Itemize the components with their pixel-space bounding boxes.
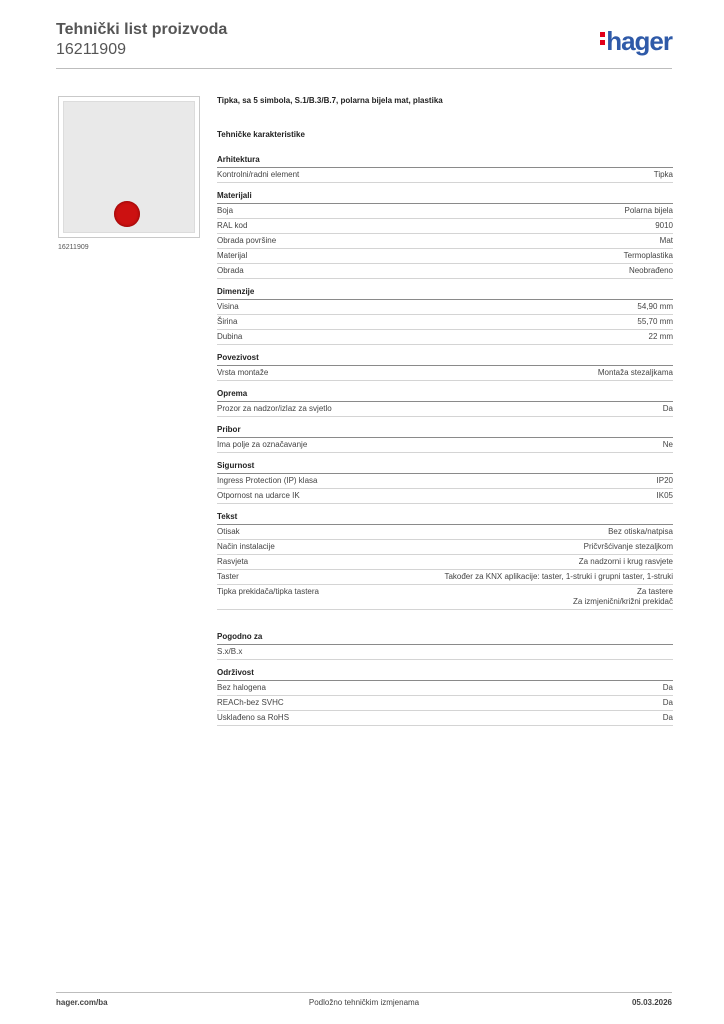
spec-value <box>598 368 673 378</box>
hager-logo <box>600 26 672 57</box>
spec-value <box>637 302 673 312</box>
spec-label: Materijal <box>217 251 248 260</box>
spec-value-line: Za tastere <box>636 587 673 596</box>
spec-value <box>657 491 673 501</box>
spec-label: RAL kod <box>217 221 248 230</box>
spec-row <box>217 525 673 540</box>
spec-row <box>217 234 673 249</box>
switch-plate <box>63 101 195 233</box>
spec-value <box>663 698 673 708</box>
section-title: Pribor <box>217 425 673 438</box>
spec-label: Širina <box>217 317 238 326</box>
spec-value-line: Montaža stezaljkama <box>597 368 673 377</box>
spec-row <box>217 315 673 330</box>
spec-section <box>217 287 673 345</box>
spec-label: Dubina <box>217 332 243 341</box>
header-divider <box>56 68 672 69</box>
spec-row <box>217 366 673 381</box>
spec-value <box>629 266 673 276</box>
spec-row <box>217 204 673 219</box>
spec-label: Prozor za nadzor/izlaz za svjetlo <box>217 404 332 413</box>
spec-value-line: 54,90 mm <box>637 302 673 311</box>
spec-section <box>217 191 673 279</box>
spec-value-line: 9010 <box>655 221 673 230</box>
spec-section <box>217 389 673 417</box>
section-title: Materijali <box>217 191 673 204</box>
spec-row <box>217 330 673 345</box>
spec-label: Ima polje za označavanje <box>217 440 308 449</box>
spec-section <box>217 461 673 504</box>
section-title: Arhitektura <box>217 155 673 168</box>
spec-row <box>217 300 673 315</box>
spec-section <box>217 668 673 726</box>
spec-row <box>217 249 673 264</box>
indicator-light-icon <box>114 201 140 227</box>
spec-row <box>217 570 673 585</box>
spec-row <box>217 264 673 279</box>
section-title: Održivost <box>217 668 673 681</box>
spec-value-line: Neobrađeno <box>628 266 673 275</box>
spec-value-line: Mat <box>659 236 673 245</box>
spec-label: Kontrolni/radni element <box>217 170 300 179</box>
section-title: Tekst <box>217 512 673 525</box>
section-title: Dimenzije <box>217 287 673 300</box>
spec-row <box>217 168 673 183</box>
spec-value <box>579 557 673 567</box>
footer-disclaimer: Podložno tehničkim izmjenama <box>308 998 420 1007</box>
spec-value <box>655 221 673 231</box>
spec-value-line: Tipka <box>653 170 673 179</box>
spec-value-line: Za izmjenični/križni prekidač <box>572 597 673 606</box>
spec-value-line: Da <box>662 683 673 692</box>
section-title: Pogodno za <box>217 632 673 645</box>
spec-section <box>217 512 673 610</box>
spec-row <box>217 696 673 711</box>
spec-value-line: Polarna bijela <box>624 206 673 215</box>
spec-label: Visina <box>217 302 239 311</box>
spec-section <box>217 632 673 660</box>
spec-row <box>217 585 673 610</box>
spec-value-line: Termoplastika <box>623 251 673 260</box>
spec-row <box>217 711 673 726</box>
spec-value <box>654 170 673 180</box>
spec-label: Otpornost na udarce IK <box>217 491 300 500</box>
spec-value <box>608 527 673 537</box>
spec-value <box>660 236 673 246</box>
spec-row <box>217 438 673 453</box>
spec-label: Bez halogena <box>217 683 266 692</box>
logo-text: hager <box>606 26 672 56</box>
spec-value <box>624 251 673 261</box>
spec-value-line: 55,70 mm <box>637 317 673 326</box>
section-title: Oprema <box>217 389 673 402</box>
section-spacer <box>217 618 673 632</box>
footer-date: 05.03.2026 <box>631 998 672 1007</box>
spec-value <box>625 206 673 216</box>
spec-row <box>217 402 673 417</box>
spec-label: Obrada površine <box>217 236 277 245</box>
document-header <box>56 20 672 60</box>
section-title: Sigurnost <box>217 461 673 474</box>
spec-row <box>217 555 673 570</box>
spec-section <box>217 425 673 453</box>
spec-row <box>217 645 673 660</box>
spec-value-line: 22 mm <box>648 332 673 341</box>
spec-row <box>217 681 673 696</box>
spec-row <box>217 219 673 234</box>
spec-label: Ingress Protection (IP) klasa <box>217 476 318 485</box>
section-title: Povezivost <box>217 353 673 366</box>
spec-value-line: IK05 <box>656 491 673 500</box>
spec-row <box>217 489 673 504</box>
spec-value-line: IP20 <box>656 476 673 485</box>
logo-dots-icon <box>600 32 605 48</box>
spec-value-line: Da <box>662 698 673 707</box>
spec-value-line: Da <box>662 404 673 413</box>
spec-label: Vrsta montaže <box>217 368 269 377</box>
footer-website[interactable]: hager.com/ba <box>56 998 108 1007</box>
spec-label: S.x/B.x <box>217 647 243 656</box>
spec-value-line: Za nadzorni i krug rasvjete <box>578 557 673 566</box>
image-caption: 16211909 <box>58 244 89 251</box>
spec-section <box>217 353 673 381</box>
spec-label: Način instalacije <box>217 542 275 551</box>
spec-label: Otisak <box>217 527 240 536</box>
spec-value-line: Da <box>662 713 673 722</box>
spec-row <box>217 540 673 555</box>
spec-section <box>217 155 673 183</box>
spec-value <box>663 404 673 414</box>
spec-value <box>663 683 673 693</box>
spec-value <box>657 476 673 486</box>
spec-label: Obrada <box>217 266 244 275</box>
spec-value <box>637 317 673 327</box>
spec-value <box>573 587 673 607</box>
product-image <box>58 96 200 238</box>
spec-label: Tipka prekidača/tipka tastera <box>217 587 319 596</box>
footer-divider <box>56 992 672 993</box>
spec-row <box>217 474 673 489</box>
spec-value <box>663 440 673 450</box>
spec-value-line: Ne <box>662 440 673 449</box>
spec-sections <box>217 155 673 726</box>
spec-label: REACh-bez SVHC <box>217 698 284 707</box>
product-number: 16211909 <box>56 41 126 58</box>
spec-label: Taster <box>217 572 239 581</box>
spec-value <box>444 572 673 582</box>
document-title: Tehnički list proizvoda <box>56 21 228 38</box>
spec-value-line: Također za KNX aplikacije: taster, 1-struki i grupni taster, 1-struki <box>444 572 673 581</box>
spec-label: Usklađeno sa RoHS <box>217 713 290 722</box>
spec-value-line: Bez otiska/natpisa <box>608 527 673 536</box>
product-description: Tipka, sa 5 simbola, S.1/B.3/B.7, polarna bijela mat, plastika <box>217 96 443 105</box>
tech-characteristics-heading: Tehničke karakteristike <box>217 130 305 139</box>
spec-value-line: Pričvršćivanje stezaljkom <box>583 542 673 551</box>
spec-label: Boja <box>217 206 234 215</box>
spec-value <box>663 713 673 723</box>
spec-value <box>649 332 673 342</box>
spec-value <box>584 542 673 552</box>
spec-label: Rasvjeta <box>217 557 249 566</box>
spec-content <box>217 96 673 734</box>
